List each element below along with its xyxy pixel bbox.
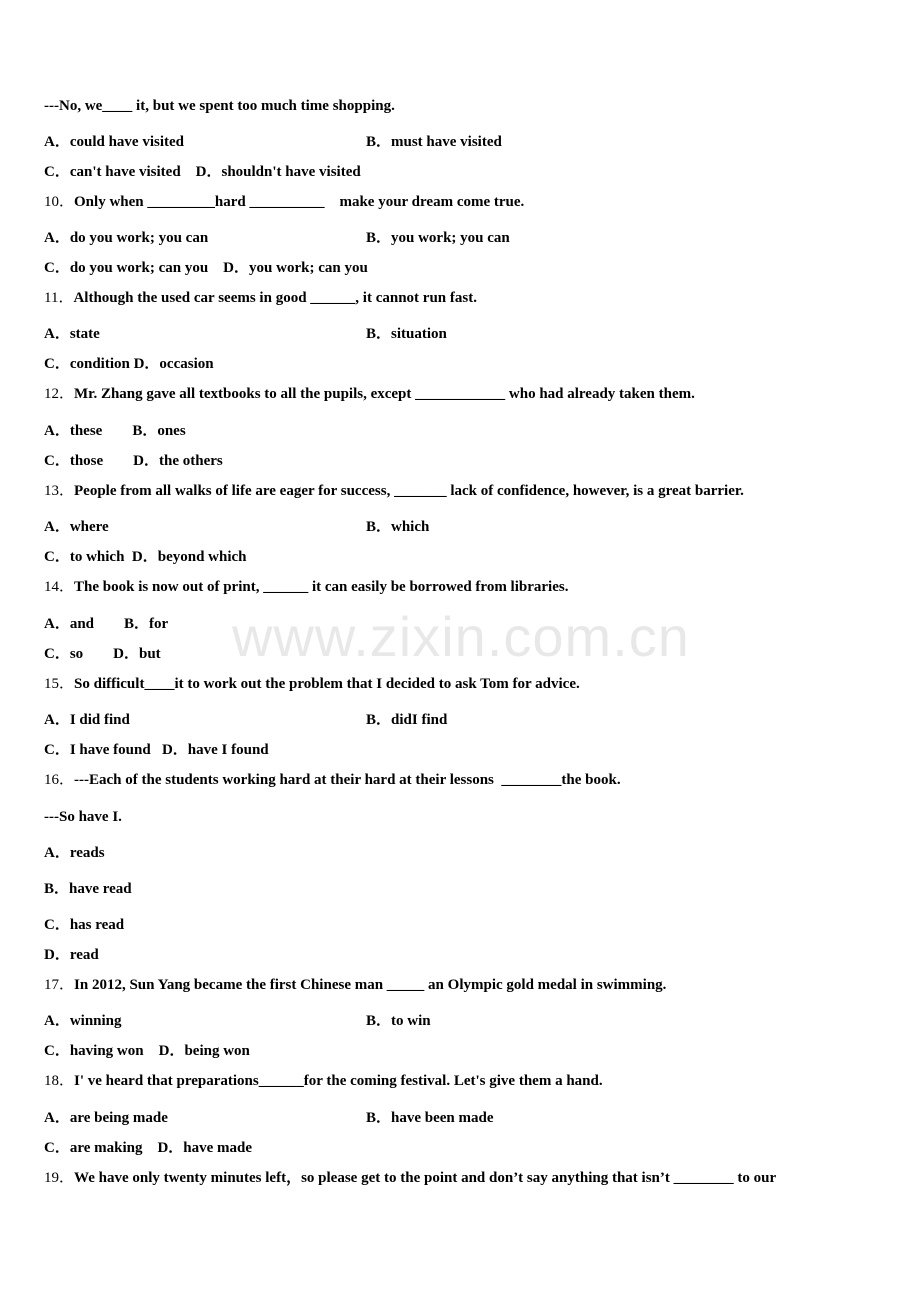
- answer-line: [44, 325, 100, 343]
- question-stem: [44, 193, 524, 211]
- line-text: A．reads: [44, 845, 105, 861]
- line-text: C．to which D．beyond which: [44, 549, 247, 565]
- option-b: B．to win: [366, 1013, 431, 1029]
- line-text: The book is now out of print, ______ it can easily be borrowed from libraries.: [74, 579, 569, 595]
- line-text: So difficult____it to work out the problem that I decided to ask Tom for advice.: [74, 676, 580, 692]
- question-number: 12．: [44, 386, 75, 402]
- line-text: A．I did find: [44, 712, 130, 728]
- answer-line: [44, 97, 395, 115]
- answer-line: [44, 880, 132, 898]
- question-stem: [44, 1072, 603, 1090]
- answer-line: [44, 1139, 252, 1157]
- line-text: Mr. Zhang gave all textbooks to all the pupils, except ____________ who had already taken them.: [74, 386, 695, 402]
- line-text: C．those D．the others: [44, 453, 223, 469]
- line-text: A．and B．for: [44, 616, 169, 632]
- answer-line: [44, 229, 208, 247]
- answer-line: [44, 615, 168, 633]
- option-b: B．didI find: [366, 712, 448, 728]
- option-b: B．which: [366, 519, 430, 535]
- line-text: In 2012, Sun Yang became the first Chinese man _____ an Olympic gold medal in swimming.: [74, 977, 667, 993]
- line-text: A．state: [44, 326, 100, 342]
- line-text: ---Each of the students working hard at their hard at their lessons ________the book.: [74, 772, 621, 788]
- line-text: I' ve heard that preparations______for the coming festival. Let's give them a hand.: [74, 1073, 603, 1089]
- question-number: 18．: [44, 1073, 75, 1089]
- option-b: B．situation: [366, 326, 447, 342]
- answer-line: [44, 452, 223, 470]
- question-stem: [44, 976, 666, 994]
- question-number: 14．: [44, 579, 75, 595]
- option-b: B．you work; you can: [366, 230, 510, 246]
- line-text: A．are being made: [44, 1110, 168, 1126]
- answer-line: [44, 1012, 122, 1030]
- line-text: We have only twenty minutes left，so please get to the point and don’t say anything that isn’t ________ to our: [74, 1170, 777, 1186]
- line-text: D．read: [44, 947, 99, 963]
- line-text: A．these B．ones: [44, 423, 186, 439]
- line-text: C．has read: [44, 917, 125, 933]
- answer-line: [44, 741, 269, 759]
- line-text: C．are making D．have made: [44, 1140, 253, 1156]
- line-text: C．having won D．being won: [44, 1043, 250, 1059]
- line-text: People from all walks of life are eager for success, _______ lack of confidence, however, is a great barrier.: [74, 483, 744, 499]
- line-text: Only when _________hard __________ make your dream come true.: [74, 194, 525, 210]
- answer-line: [44, 946, 99, 964]
- answer-line: [44, 133, 184, 151]
- watermark: www.zixin.com.cn: [232, 605, 690, 668]
- question-number: 17．: [44, 977, 75, 993]
- line-text: C．do you work; can you D．you work; can you: [44, 260, 368, 276]
- line-text: C．can't have visited D．shouldn't have visited: [44, 164, 361, 180]
- question-stem: [44, 482, 744, 500]
- line-text: C．so D．but: [44, 646, 161, 662]
- line-text: A．do you work; you can: [44, 230, 209, 246]
- question-stem: [44, 289, 477, 307]
- question-number: 15．: [44, 676, 75, 692]
- answer-line: [44, 355, 214, 373]
- answer-line: [44, 163, 361, 181]
- answer-line: [44, 422, 186, 440]
- question-number: 11．: [44, 290, 74, 306]
- answer-line: [44, 1042, 250, 1060]
- line-text: C．condition D．occasion: [44, 356, 214, 372]
- option-b: B．must have visited: [366, 134, 502, 150]
- question-number: 19．: [44, 1170, 75, 1186]
- line-text: ---So have I.: [44, 809, 122, 825]
- line-text: A．could have visited: [44, 134, 185, 150]
- answer-line: [44, 645, 161, 663]
- answer-line: [44, 844, 105, 862]
- question-stem: [44, 675, 580, 693]
- answer-line: [44, 259, 368, 277]
- answer-line: [44, 916, 124, 934]
- answer-line: [44, 711, 130, 729]
- line-text: ---No, we____ it, but we spent too much time shopping.: [44, 98, 395, 114]
- answer-line: [44, 518, 109, 536]
- question-stem: [44, 771, 621, 789]
- answer-line: [44, 808, 122, 826]
- question-number: 10．: [44, 194, 75, 210]
- option-b: B．have been made: [366, 1110, 494, 1126]
- line-text: Although the used car seems in good ______, it cannot run fast.: [73, 290, 477, 306]
- answer-line: [44, 1109, 168, 1127]
- line-text: A．winning: [44, 1013, 122, 1029]
- question-stem: [44, 578, 568, 596]
- question-stem: [44, 385, 695, 403]
- question-number: 16．: [44, 772, 75, 788]
- line-text: C．I have found D．have I found: [44, 742, 269, 758]
- line-text: A．where: [44, 519, 109, 535]
- answer-line: [44, 548, 247, 566]
- question-stem: [44, 1169, 776, 1187]
- line-text: B．have read: [44, 881, 132, 897]
- question-number: 13．: [44, 483, 75, 499]
